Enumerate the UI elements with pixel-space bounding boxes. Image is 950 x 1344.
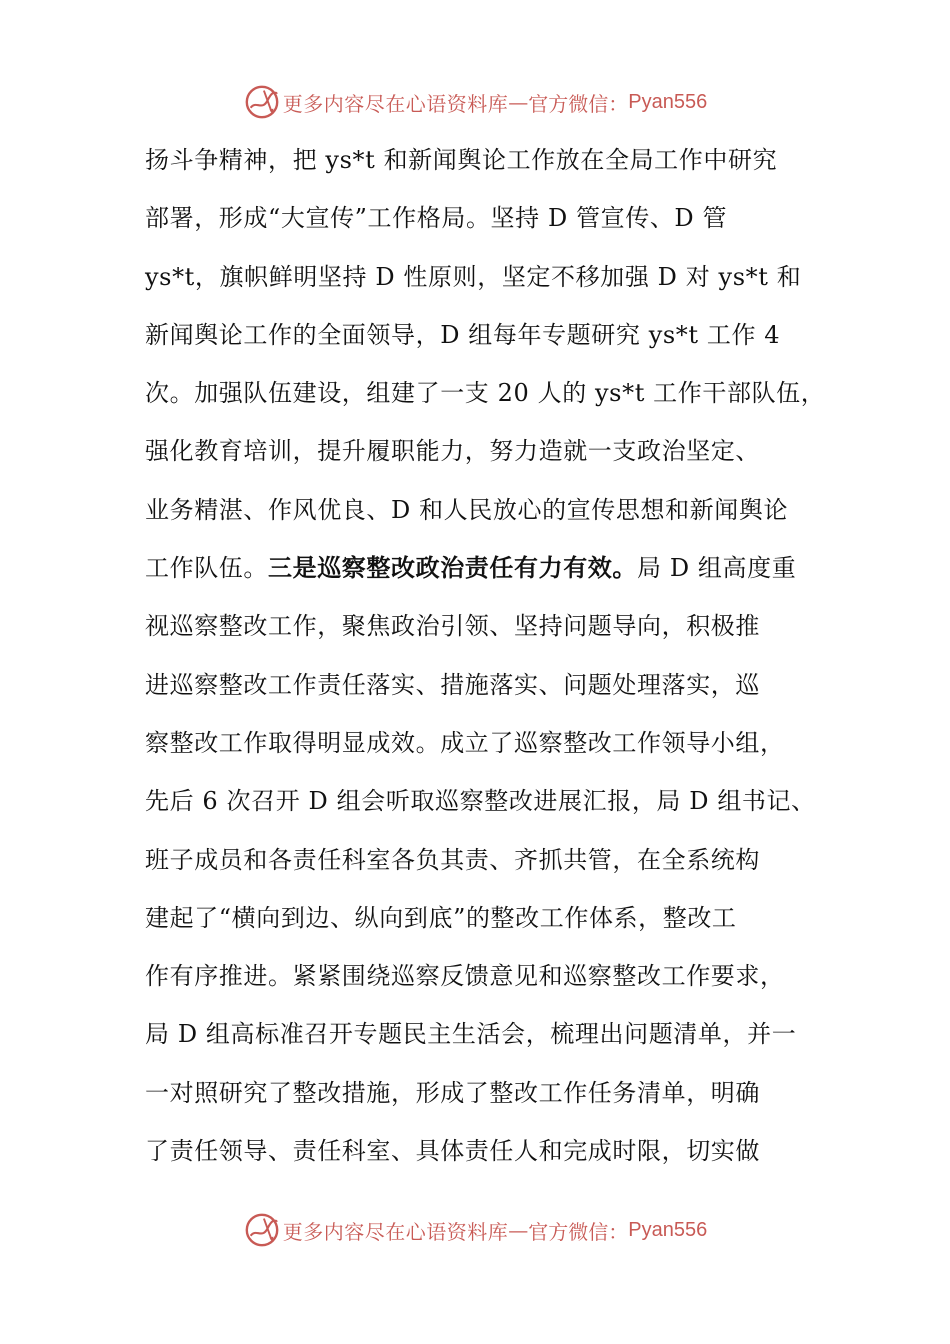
text-line: 作有序推进。紧紧围绕巡察反馈意见和巡察整改工作要求， xyxy=(145,962,785,991)
text-line: 班子成员和各责任科室各负其责、齐抓共管，在全系统构 xyxy=(145,845,760,874)
text-line: 一对照研究了整改措施，形成了整改工作任务清单，明确 xyxy=(145,1078,760,1107)
text-line: 局 D 组高标准召开专题民主生活会，梳理出问题清单，并一 xyxy=(145,1020,797,1049)
header-watermark xyxy=(0,82,950,122)
watermark-dash: — xyxy=(508,1218,529,1242)
text-line-with-heading xyxy=(145,539,825,597)
text-line: 视巡察整改工作，聚焦政治引领、坚持问题导向，积极推 xyxy=(145,612,760,641)
text-line: 进巡察整改工作责任落实、措施落实、问题处理落实，巡 xyxy=(145,670,760,699)
text-line: 强化教育培训，提升履职能力，努力造就一支政治坚定、 xyxy=(145,437,760,466)
text-line: 察整改工作取得明显成效。成立了巡察整改工作领导小组， xyxy=(145,728,785,757)
watermark-dash: — xyxy=(508,90,529,114)
pen-signature-logo-icon xyxy=(243,83,281,121)
text-segment: 工作队伍。 xyxy=(145,554,268,583)
watermark-wechat-id: Pyan556 xyxy=(628,90,708,113)
text-line: 新闻舆论工作的全面领导，D 组每年专题研究 ys*t 工作 4 xyxy=(145,320,781,349)
footer-watermark xyxy=(0,1210,950,1250)
text-line: 次。加强队伍建设，组建了一支 20 人的 ys*t 工作干部队伍， xyxy=(145,379,826,408)
watermark-text: 更多内容尽在心语资料库 xyxy=(282,91,509,116)
document-body xyxy=(145,131,825,1180)
watermark-wechat-id: Pyan556 xyxy=(628,1218,708,1241)
text-line: 了责任领导、责任科室、具体责任人和完成时限，切实做 xyxy=(145,1137,760,1166)
watermark-label: 官方微信： xyxy=(528,1219,629,1244)
section-heading-bold: 三是巡察整改政治责任有力有效。 xyxy=(268,554,637,583)
text-line: 业务精湛、作风优良、D 和人民放心的宣传思想和新闻舆论 xyxy=(145,495,789,524)
text-line: 先后 6 次召开 D 组会听取巡察整改进展汇报，局 D 组书记、 xyxy=(145,787,816,816)
text-line: 部署，形成“大宣传”工作格局。坚持 D 管宣传、D 管 xyxy=(145,204,728,233)
text-segment: 局 D 组高度重 xyxy=(637,554,797,583)
text-line: 扬斗争精神，把 ys*t 和新闻舆论工作放在全局工作中研究 xyxy=(145,146,778,174)
text-line: 建起了“横向到边、纵向到底”的整改工作体系，整改工 xyxy=(145,903,737,932)
pen-signature-logo-icon xyxy=(243,1211,281,1249)
text-line: ys*t，旗帜鲜明坚持 D 性原则，坚定不移加强 D 对 ys*t 和 xyxy=(145,262,802,291)
watermark-text: 更多内容尽在心语资料库 xyxy=(282,1219,509,1244)
watermark-label: 官方微信： xyxy=(528,91,629,116)
